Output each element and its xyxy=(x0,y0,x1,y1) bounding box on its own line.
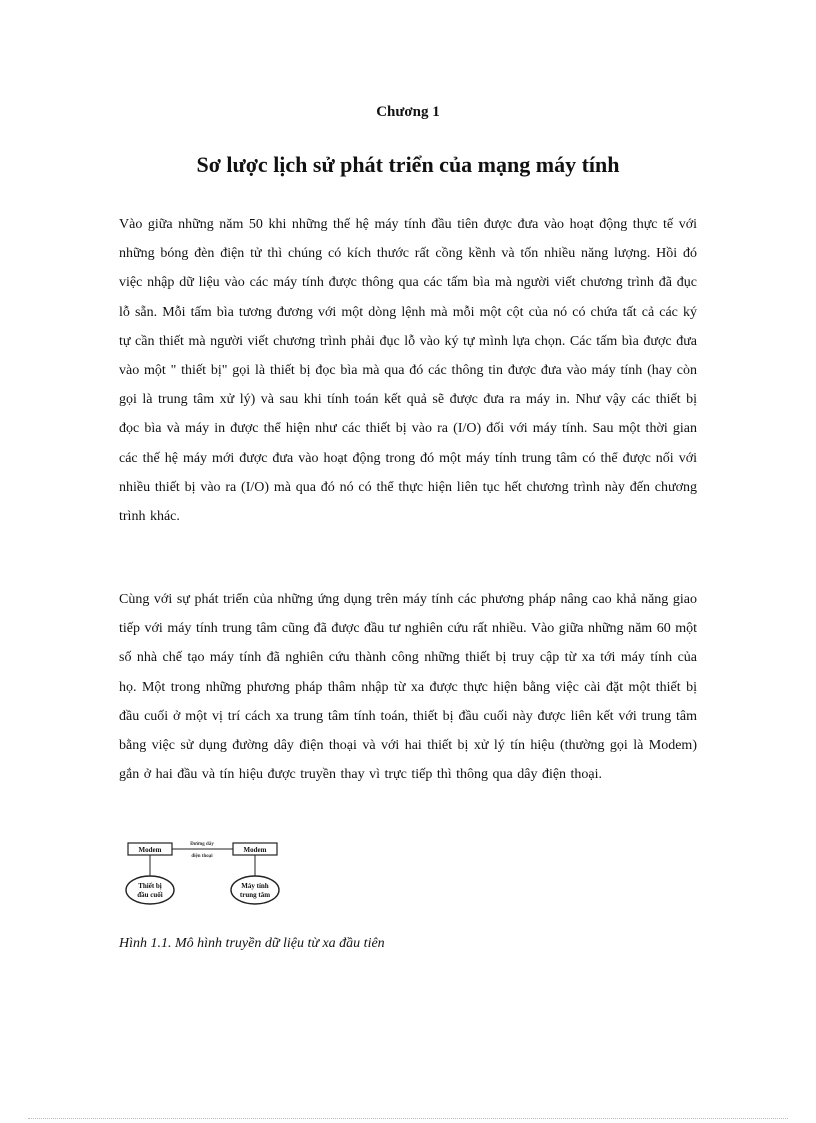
central-computer-node xyxy=(231,876,279,904)
chapter-title: Sơ lược lịch sử phát triển của mạng máy tính xyxy=(196,152,620,177)
body-paragraph-2: Cùng với sự phát triển của những ứng dụng trên máy tính các phương pháp nâng cao khả năng giao tiếp với máy tính trung tâm cũng đã được đầu tư nghiên cứu rất nhiều. Vào giữa những năm 60 một số nhà chế tạo máy tính đã nghiên cứu thành công những thiết bị truy cập từ xa tới máy tính của họ. Một trong những phương pháp thâm nhập từ xa được thực hiện bằng việc cài đặt một thiết bị đầu cuối ở một vị trí cách xa trung tâm tính toán, thiết bị đầu cuối này được liên kết với trung tâm bằng việc sử dụng đường dây điện thoại và với hai thiết bị xử lý tín hiệu (thường gọi là Modem) gắn ở hai đầu và tín hiệu được truyền thay vì trực tiếp thì thông qua dây điện thoại. xyxy=(119,592,697,783)
central-label-2: trung tâm xyxy=(239,891,271,899)
phone-line-label-2: điện thoại xyxy=(191,854,213,859)
figure-caption: Hình 1.1. Mô hình truyền dữ liệu từ xa đầu tiên xyxy=(119,936,385,951)
modem-right-label: Modem xyxy=(243,846,267,854)
chapter-label: Chương 1 xyxy=(376,104,440,120)
central-label-1: Máy tính xyxy=(241,882,269,890)
terminal-node xyxy=(126,876,174,904)
page-bottom-divider xyxy=(28,1118,788,1119)
modem-left-label: Modem xyxy=(138,846,162,854)
phone-line-label-1: Đường dây xyxy=(190,842,214,847)
body-paragraph-1: Vào giữa những năm 50 khi những thế hệ máy tính đầu tiên được đưa vào hoạt động thực tế với những bóng đèn điện tử thì chúng có kích thước rất cồng kềnh và tốn nhiều năng lượng. Hồi đó việc nhập dữ liệu vào các máy tính được thông qua các tấm bìa mà người viết chương trình đã đục lỗ sẵn. Mỗi tấm bìa tương đương với một dòng lệnh mà mỗi một cột của nó có chứa tất cả các ký tự cần thiết mà người viết chương trình phải đục lỗ vào ký tự mình lựa chọn. Các tấm bìa được đưa vào một " thiết bị" gọi là thiết bị đọc bìa mà qua đó các thông tin được đưa vào máy tính (hay còn gọi là trung tâm xử lý) và sau khi tính toán kết quả sẽ được đưa ra máy in. Như vậy các thiết bị đọc bìa và máy in được thể hiện như các thiết bị vào ra (I/O) đối với máy tính. Sau một thời gian các thế hệ máy mới được đưa vào hoạt động trong đó một máy tính trung tâm có thể được nối với nhiều thiết bị vào ra (I/O) mà qua đó nó có thể thực hiện liên tục hết chương trình này đến chương trình khác. xyxy=(119,217,697,525)
remote-transmission-diagram xyxy=(125,836,285,910)
terminal-label-2: đầu cuối xyxy=(137,891,163,899)
terminal-label-1: Thiết bị xyxy=(138,882,162,890)
